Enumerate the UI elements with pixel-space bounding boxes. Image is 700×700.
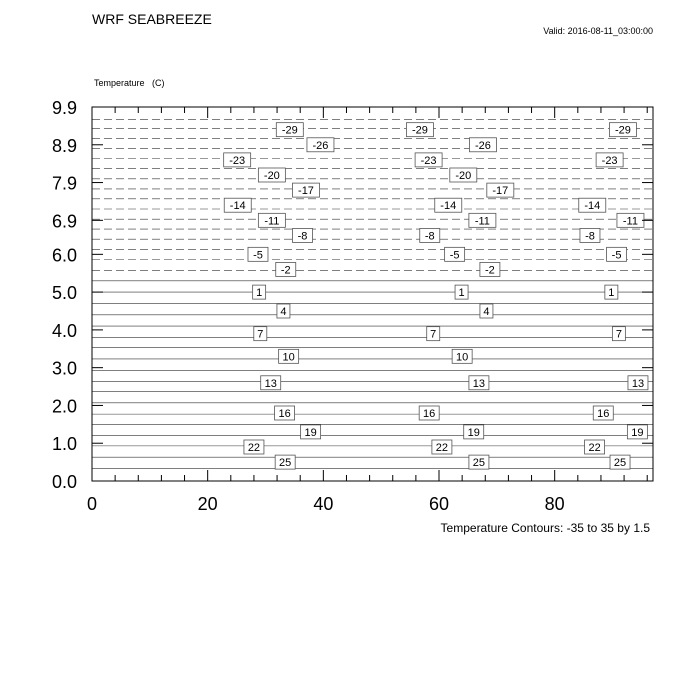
contour-label-26 [253,285,266,299]
contour-label-text: 10 [456,351,469,364]
chart-header-title: WRF SEABREEZE [92,11,212,27]
contour-label-text: -23 [420,154,437,167]
contour-label-13 [435,198,462,212]
contour-label-text: -23 [601,154,618,167]
contour-label-19 [420,228,440,242]
contour-label-text: -14 [440,200,457,213]
contour-label-text: -14 [229,200,246,213]
contour-label-5 [224,153,251,167]
contour-label-text: 7 [615,328,622,341]
contour-label-34 [279,349,299,363]
contour-label-text: -20 [455,170,472,182]
y-tick-label: 1.0 [51,434,77,455]
contour-info-footer: Temperature Contours: -35 to 35 by 1.5 [440,521,650,535]
contour-label-46 [432,440,452,454]
contour-label-22 [445,247,465,261]
contour-label-28 [605,285,618,299]
contour-label-27 [455,285,468,299]
contour-label-10 [292,183,319,197]
contour-label-37 [469,376,489,390]
contour-label-0 [276,123,303,137]
contour-label-45 [244,440,264,454]
y-tick-label: 6.0 [51,245,77,266]
contour-label-38 [628,376,648,390]
contour-label-text: 13 [472,377,486,390]
contour-label-text: 1 [458,287,465,300]
y-tick-label: 8.9 [51,135,77,156]
contour-label-40 [419,406,439,420]
y-tick-label: 0.0 [51,472,77,492]
contour-label-30 [480,304,493,318]
contour-label-11 [487,183,514,197]
contour-label-text: 22 [247,442,261,454]
plot-frame [92,107,653,481]
contour-label-49 [469,455,489,469]
y-tick-label: 9.9 [51,98,77,118]
contour-label-text: -29 [614,124,631,137]
contour-lines [92,119,653,468]
contour-label-36 [261,376,281,390]
valid-time-label: Valid: 2016-08-11_03:00:00 [543,26,653,36]
x-tick-label: 40 [313,494,334,514]
x-tick-label: 60 [428,494,450,514]
contour-label-text: -17 [298,185,314,198]
x-tick-label: 80 [544,494,565,514]
contour-label-17 [617,213,644,227]
contour-label-44 [627,425,647,439]
contour-label-42 [301,425,321,439]
contour-label-7 [596,153,623,167]
contour-labels [224,123,648,469]
contour-label-text: 25 [472,457,486,470]
y-tick-label: 2.0 [51,396,77,417]
contour-label-text: 10 [282,351,295,364]
contour-label-50 [610,455,630,469]
y-tick-label: 3.0 [51,358,77,379]
contour-label-31 [254,327,267,341]
contour-label-text: 22 [588,442,601,454]
contour-label-text: 25 [613,457,627,470]
contour-label-text: -26 [475,139,491,152]
x-tick-label: 0 [86,494,98,514]
contour-label-text: -26 [312,139,329,152]
contour-label-8 [258,168,285,182]
y-tick-label: 6.9 [51,211,77,232]
contour-label-text: 16 [423,408,436,420]
contour-label-text: 16 [278,408,291,420]
contour-label-text: 19 [631,426,644,439]
contour-label-text: -2 [485,264,495,277]
y-axis [52,98,653,492]
contour-label-16 [469,213,496,227]
y-tick-label: 5.0 [51,283,77,304]
contour-label-41 [593,406,613,420]
contour-label-text: -17 [492,185,509,198]
contour-label-20 [580,228,600,242]
contour-label-24 [276,262,296,276]
contour-label-text: -11 [622,215,638,228]
contour-label-39 [275,406,295,420]
y-tick-label: 7.9 [51,173,77,194]
contour-label-1 [406,123,433,137]
contour-label-text: 13 [264,377,277,390]
contour-label-35 [452,349,472,363]
contour-label-text: -11 [264,215,280,228]
contour-label-text: -5 [449,249,460,262]
contour-label-47 [585,440,605,454]
contour-label-text: -11 [474,215,490,228]
contour-label-6 [415,153,442,167]
contour-label-text: 1 [608,287,615,300]
contour-label-text: -14 [584,200,601,213]
contour-label-text: -20 [263,170,280,182]
contour-label-text: 4 [483,306,490,318]
contour-label-48 [275,455,295,469]
contour-label-text: 25 [279,457,292,470]
contour-label-text: -8 [297,230,308,243]
x-axis [87,107,647,514]
contour-label-text: -23 [229,154,246,167]
contour-label-text: -5 [611,249,622,262]
x-tick-label: 20 [197,494,218,514]
contour-label-text: -2 [280,264,291,277]
contour-label-text: 7 [257,328,264,341]
contour-label-text: 7 [430,328,437,341]
contour-label-text: 16 [597,408,610,420]
contour-label-43 [464,425,484,439]
contour-label-32 [427,327,440,341]
contour-label-33 [612,327,625,341]
contour-label-text: 1 [256,287,263,300]
contour-label-23 [607,247,627,261]
contour-label-15 [258,213,285,227]
field-title: Temperature (C) [94,78,165,88]
contour-label-text: -5 [253,249,263,262]
contour-label-text: -29 [411,124,428,137]
contour-label-text: -29 [281,124,298,137]
contour-label-18 [293,228,313,242]
contour-label-text: 22 [435,442,449,454]
contour-label-14 [579,198,606,212]
contour-label-text: -8 [424,230,435,243]
contour-label-9 [450,168,477,182]
contour-label-text: 19 [467,426,480,439]
contour-label-text: 19 [304,426,317,439]
contour-label-text: 13 [631,377,645,390]
contour-label-text: -8 [585,230,595,243]
contour-label-text: 4 [280,306,287,318]
contour-label-12 [224,198,251,212]
contour-label-21 [248,247,268,261]
contour-label-29 [277,304,290,318]
contour-label-3 [307,138,334,152]
contour-label-4 [469,138,496,152]
y-tick-label: 4.0 [51,320,77,341]
contour-label-2 [609,123,636,137]
contour-label-25 [480,262,500,276]
